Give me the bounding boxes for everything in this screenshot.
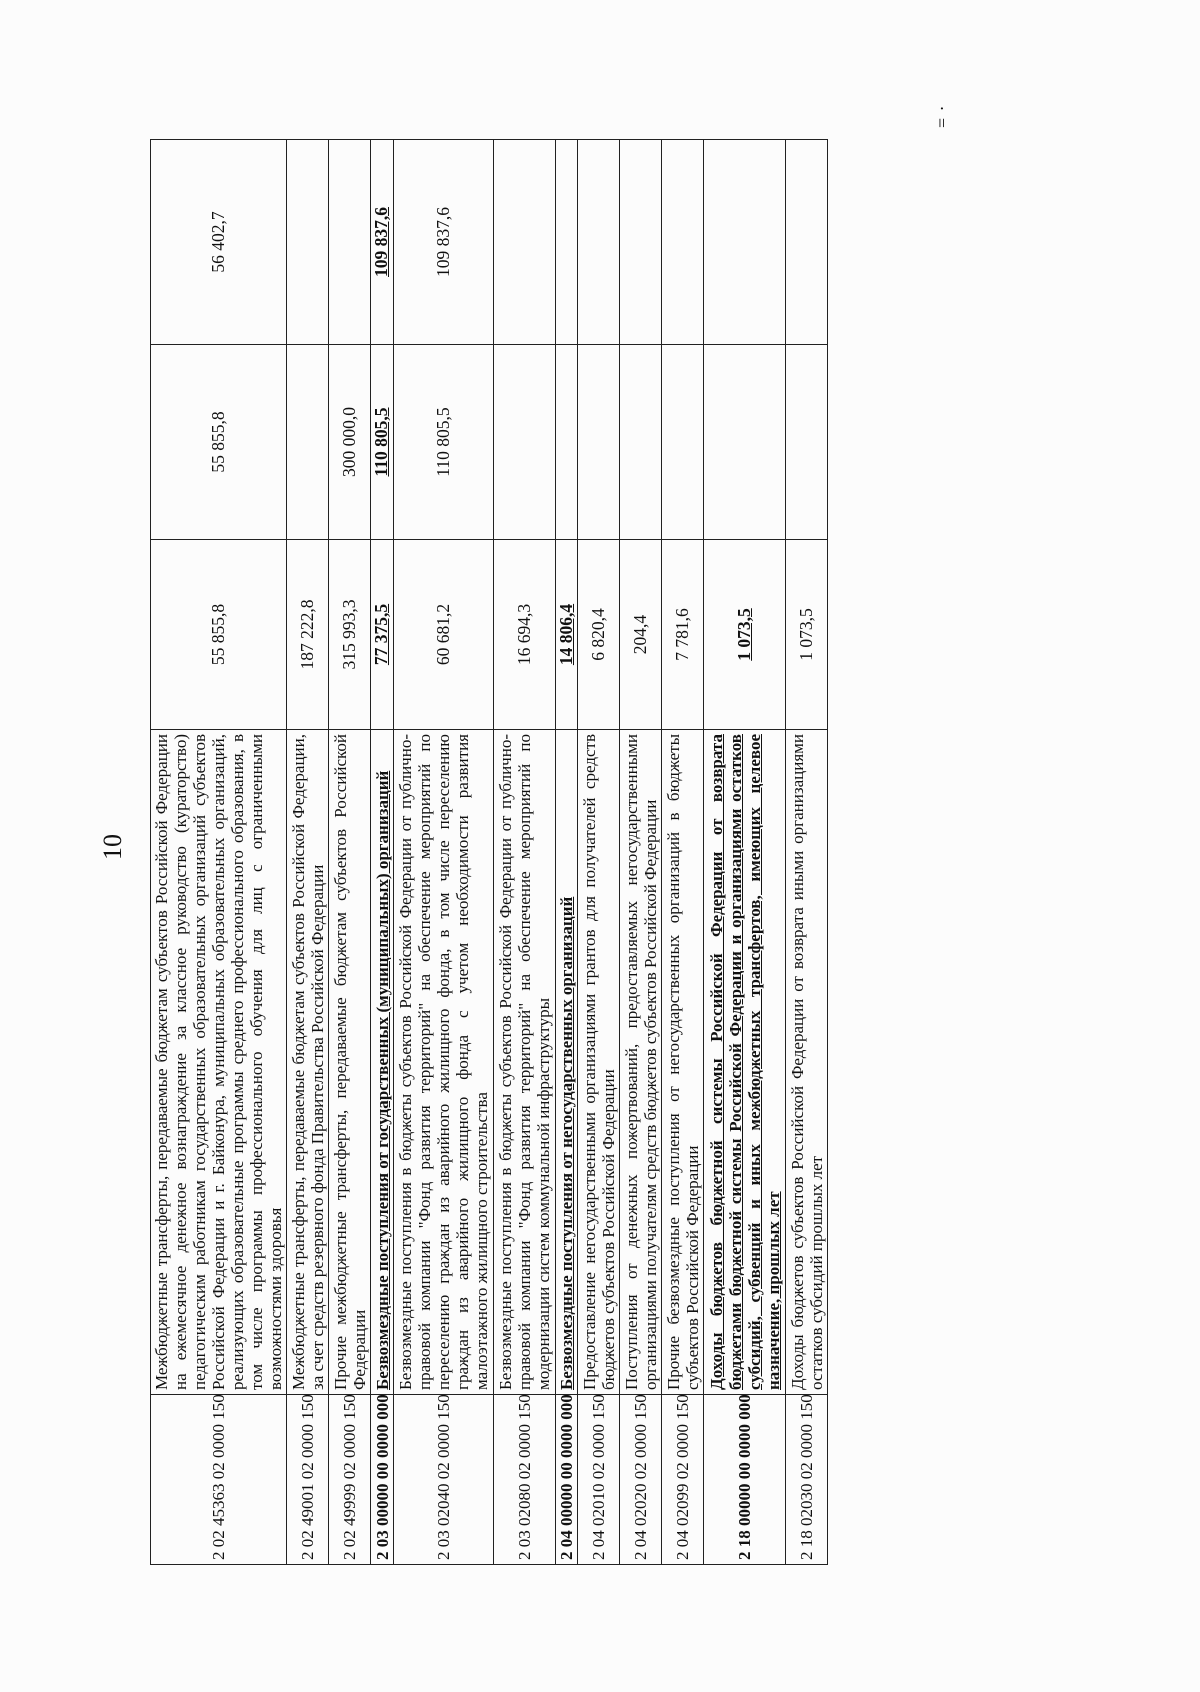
row-value-2 (786, 345, 828, 540)
row-value-1: 1 073,5 (786, 540, 828, 730)
row-value-2 (620, 345, 662, 540)
rotated-table-container (150, 140, 930, 1565)
table-row (287, 140, 329, 1565)
revenue-table (150, 139, 828, 1565)
row-code: 2 03 00000 00 0000 000 (371, 1395, 394, 1565)
row-value-3 (555, 140, 578, 345)
row-code: 2 03 02080 02 0000 150 (493, 1395, 555, 1565)
row-code: 2 04 02010 02 0000 150 (578, 1395, 620, 1565)
row-value-3 (620, 140, 662, 345)
table-row-section (704, 140, 786, 1565)
row-value-3 (287, 140, 329, 345)
table-row (786, 140, 828, 1565)
row-name: Прочие межбюджетные трансферты, передаваемые бюджетам субъектов Российской Федерации (329, 730, 371, 1395)
row-value-1: 60 681,2 (393, 540, 493, 730)
row-name: Безвозмездные поступления в бюджеты субъектов Российской Федерации от публично-правовой компании "Фонд развития территорий" на обеспечение мероприятий по модернизации систем коммунальной инфраструктуры (493, 730, 555, 1395)
row-value-3 (493, 140, 555, 345)
table-row-section (555, 140, 578, 1565)
table-row (329, 140, 371, 1565)
row-code: 2 18 02030 02 0000 150 (786, 1395, 828, 1565)
table-row (393, 140, 493, 1565)
table-body (151, 140, 828, 1565)
corner-mark: = · (932, 104, 952, 128)
row-name: Предоставление негосударственными организациями грантов для получателей средств бюджетов субъектов Российской Федерации (578, 730, 620, 1395)
row-name: Безвозмездные поступления от негосударственных организаций (555, 730, 578, 1395)
row-code: 2 04 02020 02 0000 150 (620, 1395, 662, 1565)
row-value-1: 187 222,8 (287, 540, 329, 730)
row-value-3: 56 402,7 (151, 140, 287, 345)
row-value-2 (662, 345, 704, 540)
row-value-2: 110 805,5 (371, 345, 394, 540)
table-row (493, 140, 555, 1565)
row-value-3: 109 837,6 (393, 140, 493, 345)
row-value-3 (662, 140, 704, 345)
row-value-1: 77 375,5 (371, 540, 394, 730)
row-name: Межбюджетные трансферты, передаваемые бюджетам субъектов Российской Федерации на ежемесячное денежное вознаграждение за классное руководство (кураторство) педагогическим работникам государственных образовательных организаций субъектов Российской Федерации и г. Байконура, муниципальных образовательных организаций, реализующих образовательные программы среднего профессионального образования, в том числе программы профессионального обучения для лиц с ограниченными возможностями здоровья (151, 730, 287, 1395)
row-name: Прочие безвозмездные поступления от негосударственных организаций в бюджеты субъектов Российской Федерации (662, 730, 704, 1395)
row-name: Безвозмездные поступления от государственных (муниципальных) организаций (371, 730, 394, 1395)
row-value-2: 110 805,5 (393, 345, 493, 540)
row-value-1: 14 806,4 (555, 540, 578, 730)
row-name: Доходы бюджетов бюджетной системы Российской Федерации от возврата бюджетами бюджетной системы Российской Федерации и организациями остатков субсидий, субвенций и иных межбюджетных трансфертов, имеющих целевое назначение, прошлых лет (704, 730, 786, 1395)
table-row (662, 140, 704, 1565)
row-value-1: 55 855,8 (151, 540, 287, 730)
row-value-1: 7 781,6 (662, 540, 704, 730)
row-code: 2 02 45363 02 0000 150 (151, 1395, 287, 1565)
row-name: Безвозмездные поступления в бюджеты субъектов Российской Федерации от публично-правовой компании "Фонд развития территорий" на обеспечение мероприятий по переселению граждан из аварийного жилищного фонда, в том числе переселению граждан из аварийного жилищного фонда с учетом необходимости развития малоэтажного жилищного строительства (393, 730, 493, 1395)
row-value-3: 109 837,6 (371, 140, 394, 345)
row-name: Межбюджетные трансферты, передаваемые бюджетам субъектов Российской Федерации, за счет средств резервного фонда Правительства Российской Федерации (287, 730, 329, 1395)
row-code: 2 18 00000 00 0000 000 (704, 1395, 786, 1565)
row-value-3 (329, 140, 371, 345)
row-value-2 (287, 345, 329, 540)
row-name: Поступления от денежных пожертвований, предоставляемых негосударственными организациями получателям средств бюджетов субъектов Российской Федерации (620, 730, 662, 1395)
row-value-2 (704, 345, 786, 540)
table-row (578, 140, 620, 1565)
row-code: 2 02 49001 02 0000 150 (287, 1395, 329, 1565)
row-value-2: 300 000,0 (329, 345, 371, 540)
row-code: 2 02 49999 02 0000 150 (329, 1395, 371, 1565)
row-code: 2 03 02040 02 0000 150 (393, 1395, 493, 1565)
row-value-1: 315 993,3 (329, 540, 371, 730)
row-value-1: 6 820,4 (578, 540, 620, 730)
row-value-3 (578, 140, 620, 345)
row-value-2 (493, 345, 555, 540)
row-code: 2 04 02099 02 0000 150 (662, 1395, 704, 1565)
row-value-2 (555, 345, 578, 540)
row-code: 2 04 00000 00 0000 000 (555, 1395, 578, 1565)
row-value-1: 204,4 (620, 540, 662, 730)
row-value-2 (578, 345, 620, 540)
row-value-1: 1 073,5 (704, 540, 786, 730)
table-row-section (371, 140, 394, 1565)
row-name: Доходы бюджетов субъектов Российской Федерации от возврата иными организациями остатков субсидий прошлых лет (786, 730, 828, 1395)
table-row (151, 140, 287, 1565)
row-value-3 (704, 140, 786, 345)
row-value-1: 16 694,3 (493, 540, 555, 730)
table-row (620, 140, 662, 1565)
row-value-2: 55 855,8 (151, 345, 287, 540)
page-number: 10 (98, 834, 127, 860)
row-value-3 (786, 140, 828, 345)
